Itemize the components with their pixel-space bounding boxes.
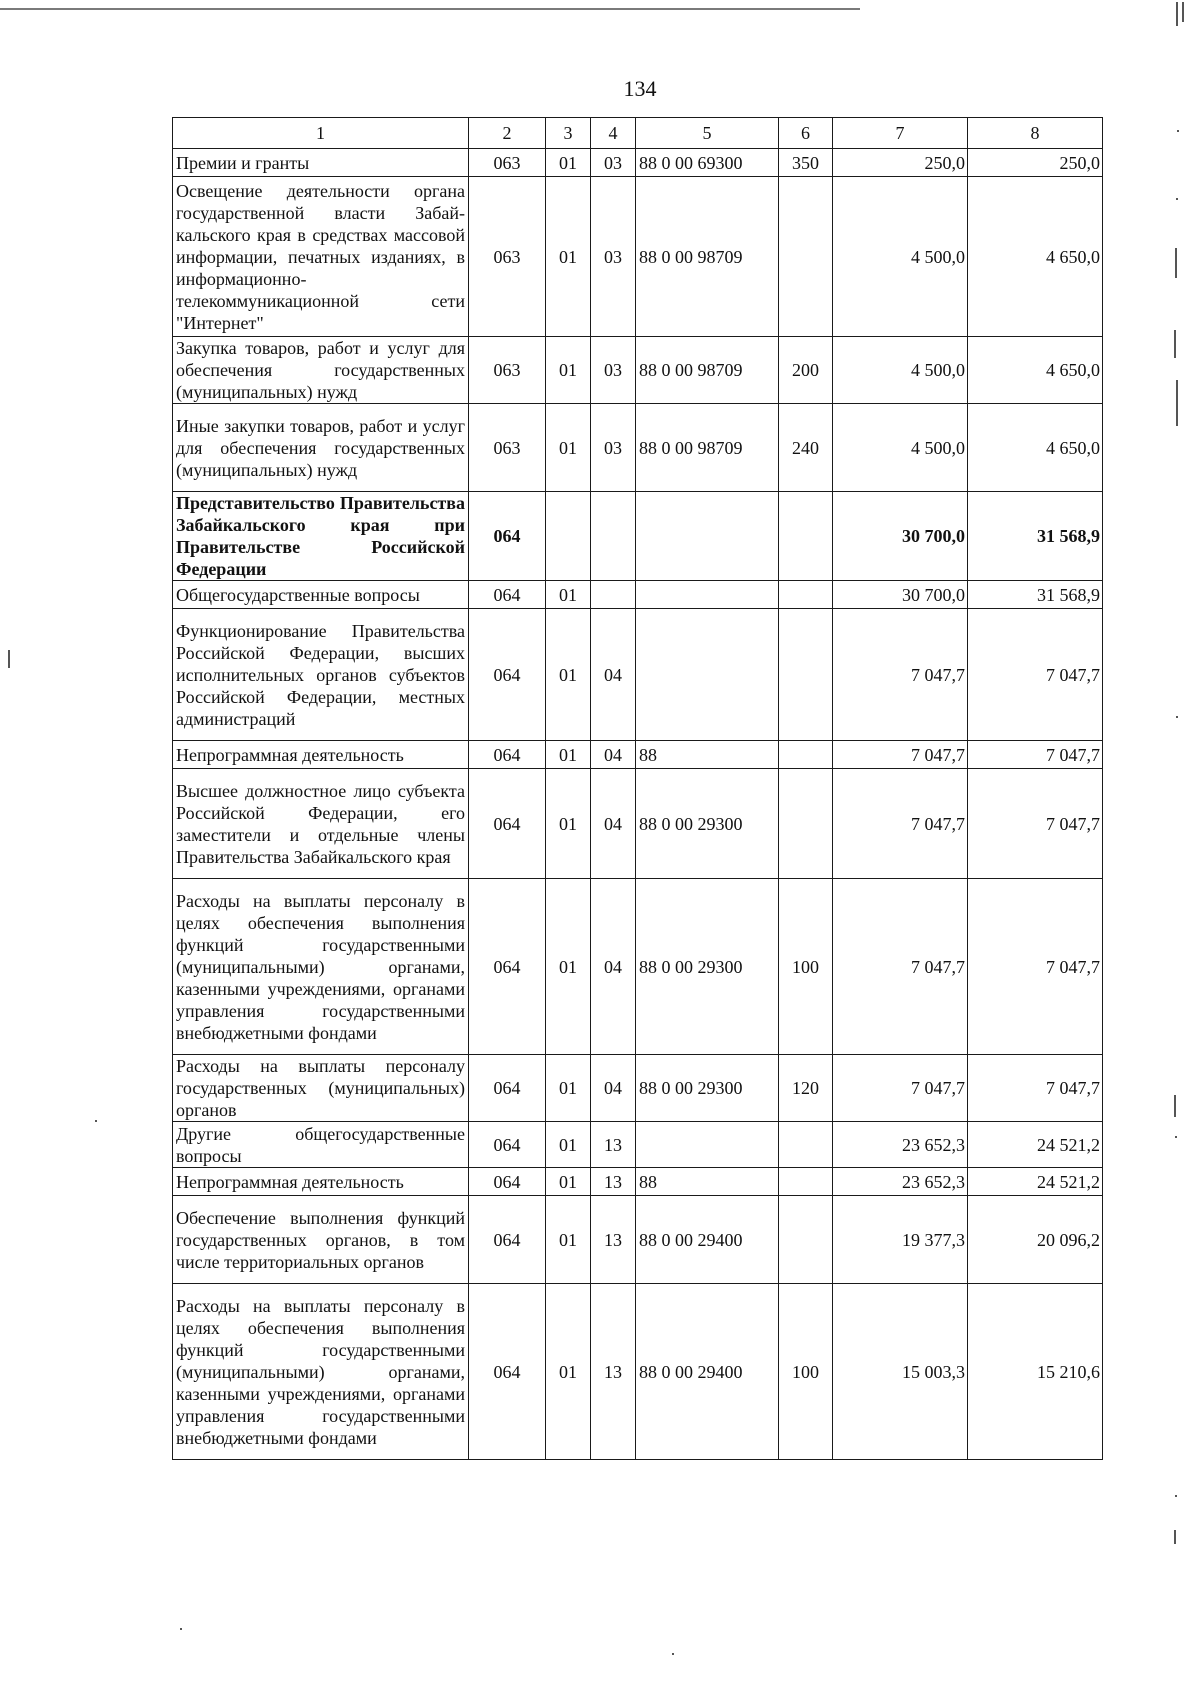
admin-code-cell: 064	[469, 879, 546, 1055]
section-code-cell: 01	[546, 404, 591, 492]
subsection-code-cell	[591, 492, 636, 581]
section-code-cell: 01	[546, 609, 591, 741]
amount-year2-cell: 7 047,7	[968, 879, 1103, 1055]
expense-type-cell	[779, 609, 833, 741]
admin-code-cell: 064	[469, 741, 546, 769]
amount-year1-cell: 7 047,7	[833, 879, 968, 1055]
amount-year2-cell: 7 047,7	[968, 609, 1103, 741]
admin-code-cell: 063	[469, 177, 546, 337]
scan-speck	[1176, 716, 1178, 718]
scan-margin-mark	[1176, 2, 1178, 26]
section-code-cell: 01	[546, 769, 591, 879]
table-row	[173, 149, 1103, 177]
column-header: 8	[968, 118, 1103, 149]
table-row	[173, 492, 1103, 581]
table-row	[173, 1168, 1103, 1196]
admin-code-cell: 063	[469, 149, 546, 177]
admin-code-cell: 064	[469, 1122, 546, 1168]
column-header: 4	[591, 118, 636, 149]
scan-margin-mark	[1175, 248, 1177, 278]
expense-type-cell	[779, 741, 833, 769]
item-name-cell: Общегосударственные вопросы	[173, 581, 469, 609]
expense-type-cell	[779, 492, 833, 581]
table-row	[173, 177, 1103, 337]
scan-speck	[1176, 198, 1178, 200]
expense-type-cell: 200	[779, 337, 833, 404]
target-article-cell: 88 0 00 29300	[636, 1055, 779, 1122]
target-article-cell	[636, 609, 779, 741]
amount-year1-cell: 4 500,0	[833, 337, 968, 404]
admin-code-cell: 063	[469, 337, 546, 404]
target-article-cell: 88 0 00 29400	[636, 1284, 779, 1460]
admin-code-cell: 064	[469, 581, 546, 609]
target-article-cell: 88	[636, 741, 779, 769]
amount-year1-cell: 7 047,7	[833, 741, 968, 769]
item-name-cell: Представительство Правительства Забайкальского края при Правительстве Российской Федерации	[173, 492, 469, 581]
amount-year1-cell: 7 047,7	[833, 1055, 968, 1122]
section-code-cell: 01	[546, 741, 591, 769]
amount-year1-cell: 15 003,3	[833, 1284, 968, 1460]
section-code-cell: 01	[546, 581, 591, 609]
column-header: 3	[546, 118, 591, 149]
subsection-code-cell: 13	[591, 1122, 636, 1168]
amount-year1-cell: 23 652,3	[833, 1168, 968, 1196]
amount-year1-cell: 4 500,0	[833, 404, 968, 492]
subsection-code-cell: 03	[591, 177, 636, 337]
item-name-cell: Расходы на выплаты персоналу государственных (муниципальных) органов	[173, 1055, 469, 1122]
scan-speck	[1177, 130, 1179, 132]
item-name-cell: Премии и гранты	[173, 149, 469, 177]
item-name-cell: Иные закупки товаров, работ и услуг для обеспечения государственных (муниципальных) нужд	[173, 404, 469, 492]
amount-year2-cell: 20 096,2	[968, 1196, 1103, 1284]
column-header: 7	[833, 118, 968, 149]
item-name-cell: Расходы на выплаты персоналу в целях обеспечения выполнения функций государственными (муниципальными) органами, казенными учреждениями, органами управления государственными внебюджетными фондами	[173, 1284, 469, 1460]
subsection-code-cell: 13	[591, 1168, 636, 1196]
budget-table	[172, 117, 1103, 1460]
target-article-cell: 88 0 00 29300	[636, 879, 779, 1055]
subsection-code-cell: 03	[591, 404, 636, 492]
item-name-cell: Другие общегосударственные вопросы	[173, 1122, 469, 1168]
subsection-code-cell: 13	[591, 1284, 636, 1460]
table-row	[173, 1122, 1103, 1168]
expense-type-cell	[779, 177, 833, 337]
amount-year2-cell: 24 521,2	[968, 1122, 1103, 1168]
scan-speck	[672, 1653, 674, 1655]
amount-year2-cell: 7 047,7	[968, 769, 1103, 879]
scan-margin-mark	[8, 650, 10, 668]
section-code-cell: 01	[546, 1168, 591, 1196]
table-row	[173, 879, 1103, 1055]
admin-code-cell: 064	[469, 1284, 546, 1460]
page-number: 134	[623, 76, 657, 101]
section-code-cell: 01	[546, 1055, 591, 1122]
expense-type-cell: 120	[779, 1055, 833, 1122]
scan-speck	[1175, 1495, 1177, 1497]
admin-code-cell: 064	[469, 1196, 546, 1284]
scan-margin-mark	[1182, 2, 1184, 22]
admin-code-cell: 064	[469, 1168, 546, 1196]
column-header: 1	[173, 118, 469, 149]
amount-year1-cell: 7 047,7	[833, 609, 968, 741]
scan-speck	[180, 1628, 182, 1630]
target-article-cell: 88 0 00 29300	[636, 769, 779, 879]
subsection-code-cell: 04	[591, 769, 636, 879]
amount-year2-cell: 24 521,2	[968, 1168, 1103, 1196]
scan-margin-mark	[1174, 1530, 1176, 1544]
scan-top-edge-line	[0, 8, 860, 10]
subsection-code-cell: 03	[591, 149, 636, 177]
expense-type-cell	[779, 581, 833, 609]
amount-year1-cell: 23 652,3	[833, 1122, 968, 1168]
section-code-cell: 01	[546, 1196, 591, 1284]
table-row	[173, 1196, 1103, 1284]
amount-year2-cell: 4 650,0	[968, 177, 1103, 337]
admin-code-cell: 064	[469, 609, 546, 741]
item-name-cell: Расходы на выплаты персоналу в целях обеспечения выполнения функций государственными (муниципальными) органами, казенными учреждениями, органами управления государственными внебюджетными фондами	[173, 879, 469, 1055]
expense-type-cell	[779, 1122, 833, 1168]
expense-type-cell: 350	[779, 149, 833, 177]
table-row	[173, 741, 1103, 769]
amount-year1-cell: 30 700,0	[833, 581, 968, 609]
admin-code-cell: 064	[469, 769, 546, 879]
subsection-code-cell: 13	[591, 1196, 636, 1284]
section-code-cell: 01	[546, 1284, 591, 1460]
column-header: 2	[469, 118, 546, 149]
amount-year2-cell: 15 210,6	[968, 1284, 1103, 1460]
amount-year1-cell: 30 700,0	[833, 492, 968, 581]
amount-year2-cell: 31 568,9	[968, 581, 1103, 609]
target-article-cell	[636, 1122, 779, 1168]
scan-speck	[1175, 1136, 1177, 1138]
amount-year1-cell: 250,0	[833, 149, 968, 177]
admin-code-cell: 064	[469, 1055, 546, 1122]
section-code-cell: 01	[546, 879, 591, 1055]
target-article-cell: 88 0 00 69300	[636, 149, 779, 177]
target-article-cell: 88 0 00 29400	[636, 1196, 779, 1284]
amount-year1-cell: 4 500,0	[833, 177, 968, 337]
scan-margin-mark	[1174, 1095, 1176, 1117]
table-row	[173, 337, 1103, 404]
subsection-code-cell	[591, 581, 636, 609]
table-body	[173, 149, 1103, 1460]
subsection-code-cell: 03	[591, 337, 636, 404]
amount-year1-cell: 7 047,7	[833, 769, 968, 879]
target-article-cell: 88	[636, 1168, 779, 1196]
table-row	[173, 769, 1103, 879]
target-article-cell	[636, 581, 779, 609]
subsection-code-cell: 04	[591, 609, 636, 741]
item-name-cell: Непрограммная деятельность	[173, 1168, 469, 1196]
expense-type-cell: 100	[779, 1284, 833, 1460]
expense-type-cell: 100	[779, 879, 833, 1055]
amount-year2-cell: 4 650,0	[968, 404, 1103, 492]
table-row	[173, 581, 1103, 609]
target-article-cell: 88 0 00 98709	[636, 177, 779, 337]
item-name-cell: Непрограммная деятельность	[173, 741, 469, 769]
item-name-cell: Закупка товаров, работ и услуг для обеспечения государственных (муниципальных) нужд	[173, 337, 469, 404]
scan-speck	[95, 1120, 97, 1122]
expense-type-cell: 240	[779, 404, 833, 492]
amount-year2-cell: 4 650,0	[968, 337, 1103, 404]
section-code-cell: 01	[546, 1122, 591, 1168]
target-article-cell	[636, 492, 779, 581]
expense-type-cell	[779, 769, 833, 879]
admin-code-cell: 064	[469, 492, 546, 581]
subsection-code-cell: 04	[591, 879, 636, 1055]
table-row	[173, 1284, 1103, 1460]
amount-year2-cell: 7 047,7	[968, 741, 1103, 769]
item-name-cell: Освещение деятельности органа государственной власти Забайкальского края в средствах массовой информации, печатных изданиях, в информационно-телекоммуникационной сети "Интернет"	[173, 177, 469, 337]
subsection-code-cell: 04	[591, 1055, 636, 1122]
target-article-cell: 88 0 00 98709	[636, 337, 779, 404]
column-header: 6	[779, 118, 833, 149]
subsection-code-cell: 04	[591, 741, 636, 769]
scan-margin-mark	[1174, 330, 1176, 358]
target-article-cell: 88 0 00 98709	[636, 404, 779, 492]
table-header-row	[173, 118, 1103, 149]
admin-code-cell: 063	[469, 404, 546, 492]
table-row	[173, 1055, 1103, 1122]
section-code-cell: 01	[546, 337, 591, 404]
item-name-cell: Высшее должностное лицо субъекта Российской Федерации, его заместители и отдельные члены Правительства Забайкальского края	[173, 769, 469, 879]
table-row	[173, 609, 1103, 741]
column-header: 5	[636, 118, 779, 149]
section-code-cell	[546, 492, 591, 581]
expense-type-cell	[779, 1196, 833, 1284]
amount-year2-cell: 250,0	[968, 149, 1103, 177]
amount-year1-cell: 19 377,3	[833, 1196, 968, 1284]
item-name-cell: Функционирование Правительства Российской Федерации, высших исполнительных органов субъектов Российской Федерации, местных администраций	[173, 609, 469, 741]
table-row	[173, 404, 1103, 492]
item-name-cell: Обеспечение выполнения функций государственных органов, в том числе территориальных органов	[173, 1196, 469, 1284]
amount-year2-cell: 7 047,7	[968, 1055, 1103, 1122]
amount-year2-cell: 31 568,9	[968, 492, 1103, 581]
section-code-cell: 01	[546, 177, 591, 337]
section-code-cell: 01	[546, 149, 591, 177]
scan-margin-mark	[1176, 380, 1178, 426]
expense-type-cell	[779, 1168, 833, 1196]
